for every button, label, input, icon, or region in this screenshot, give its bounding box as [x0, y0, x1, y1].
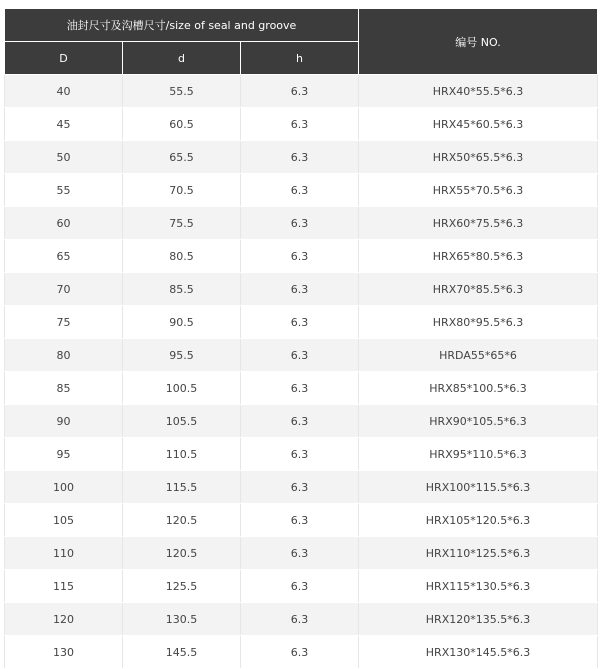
table-row — [5, 372, 598, 405]
cell-part-number: HRX85*100.5*6.3 — [359, 372, 598, 405]
cell-part-number: HRX80*95.5*6.3 — [359, 306, 598, 339]
cell-D: 130 — [5, 636, 123, 669]
table-row — [5, 75, 598, 108]
table-row — [5, 306, 598, 339]
cell-h: 6.3 — [241, 273, 359, 306]
header-col-D: D — [5, 42, 123, 75]
table-row — [5, 504, 598, 537]
cell-h: 6.3 — [241, 174, 359, 207]
cell-D: 85 — [5, 372, 123, 405]
cell-part-number: HRX110*125.5*6.3 — [359, 537, 598, 570]
cell-d: 125.5 — [123, 570, 241, 603]
cell-D: 90 — [5, 405, 123, 438]
table-row — [5, 207, 598, 240]
table-row — [5, 438, 598, 471]
cell-d: 100.5 — [123, 372, 241, 405]
cell-D: 105 — [5, 504, 123, 537]
cell-h: 6.3 — [241, 405, 359, 438]
cell-d: 65.5 — [123, 141, 241, 174]
cell-D: 50 — [5, 141, 123, 174]
cell-d: 120.5 — [123, 537, 241, 570]
table-row — [5, 108, 598, 141]
cell-D: 110 — [5, 537, 123, 570]
cell-d: 55.5 — [123, 75, 241, 108]
cell-part-number: HRX105*120.5*6.3 — [359, 504, 598, 537]
table-row — [5, 603, 598, 636]
cell-part-number: HRX115*130.5*6.3 — [359, 570, 598, 603]
cell-d: 60.5 — [123, 108, 241, 141]
cell-d: 70.5 — [123, 174, 241, 207]
cell-h: 6.3 — [241, 141, 359, 174]
cell-d: 90.5 — [123, 306, 241, 339]
cell-h: 6.3 — [241, 537, 359, 570]
cell-D: 100 — [5, 471, 123, 504]
cell-part-number: HRX40*55.5*6.3 — [359, 75, 598, 108]
header-col-h: h — [241, 42, 359, 75]
cell-h: 6.3 — [241, 471, 359, 504]
table-row — [5, 141, 598, 174]
cell-d: 115.5 — [123, 471, 241, 504]
cell-h: 6.3 — [241, 438, 359, 471]
table-row — [5, 570, 598, 603]
table-row — [5, 636, 598, 669]
cell-d: 110.5 — [123, 438, 241, 471]
cell-D: 115 — [5, 570, 123, 603]
cell-D: 70 — [5, 273, 123, 306]
cell-part-number: HRX50*65.5*6.3 — [359, 141, 598, 174]
cell-part-number: HRDA55*65*6 — [359, 339, 598, 372]
cell-h: 6.3 — [241, 306, 359, 339]
cell-d: 80.5 — [123, 240, 241, 273]
cell-part-number: HRX95*110.5*6.3 — [359, 438, 598, 471]
cell-part-number: HRX55*70.5*6.3 — [359, 174, 598, 207]
cell-h: 6.3 — [241, 108, 359, 141]
table-row — [5, 273, 598, 306]
cell-h: 6.3 — [241, 339, 359, 372]
cell-h: 6.3 — [241, 636, 359, 669]
cell-d: 75.5 — [123, 207, 241, 240]
cell-D: 55 — [5, 174, 123, 207]
cell-D: 75 — [5, 306, 123, 339]
cell-d: 85.5 — [123, 273, 241, 306]
seal-size-table — [4, 8, 598, 669]
cell-d: 105.5 — [123, 405, 241, 438]
cell-part-number: HRX100*115.5*6.3 — [359, 471, 598, 504]
cell-D: 45 — [5, 108, 123, 141]
cell-d: 95.5 — [123, 339, 241, 372]
cell-part-number: HRX60*75.5*6.3 — [359, 207, 598, 240]
cell-d: 145.5 — [123, 636, 241, 669]
cell-h: 6.3 — [241, 372, 359, 405]
header-group-title: 油封尺寸及沟槽尺寸/size of seal and groove — [5, 9, 359, 42]
seal-size-table-container — [4, 8, 597, 669]
table-row — [5, 405, 598, 438]
cell-h: 6.3 — [241, 603, 359, 636]
cell-h: 6.3 — [241, 570, 359, 603]
cell-D: 60 — [5, 207, 123, 240]
cell-h: 6.3 — [241, 75, 359, 108]
cell-h: 6.3 — [241, 504, 359, 537]
table-row — [5, 537, 598, 570]
table-row — [5, 240, 598, 273]
cell-D: 95 — [5, 438, 123, 471]
table-row — [5, 471, 598, 504]
header-part-number: 编号 NO. — [359, 9, 598, 75]
cell-part-number: HRX70*85.5*6.3 — [359, 273, 598, 306]
cell-part-number: HRX130*145.5*6.3 — [359, 636, 598, 669]
cell-part-number: HRX120*135.5*6.3 — [359, 603, 598, 636]
cell-part-number: HRX65*80.5*6.3 — [359, 240, 598, 273]
cell-d: 120.5 — [123, 504, 241, 537]
cell-part-number: HRX90*105.5*6.3 — [359, 405, 598, 438]
table-header — [5, 9, 598, 75]
cell-part-number: HRX45*60.5*6.3 — [359, 108, 598, 141]
cell-D: 120 — [5, 603, 123, 636]
cell-h: 6.3 — [241, 240, 359, 273]
cell-D: 80 — [5, 339, 123, 372]
cell-D: 40 — [5, 75, 123, 108]
table-row — [5, 174, 598, 207]
table-row — [5, 339, 598, 372]
header-col-d: d — [123, 42, 241, 75]
table-body — [5, 75, 598, 669]
cell-h: 6.3 — [241, 207, 359, 240]
cell-D: 65 — [5, 240, 123, 273]
cell-d: 130.5 — [123, 603, 241, 636]
